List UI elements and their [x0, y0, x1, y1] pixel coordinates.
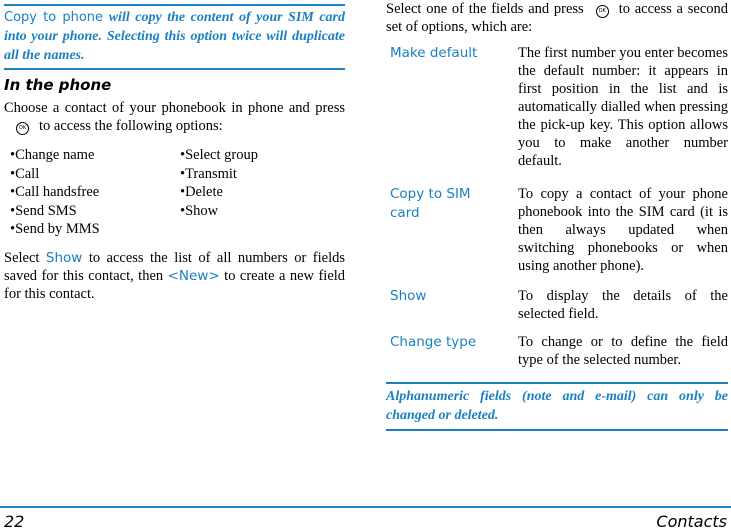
section-heading: In the phone [4, 76, 112, 94]
options-right [180, 146, 258, 220]
option-call-handsfree: • Call handsfree [10, 183, 100, 202]
new-keyword: <New> [167, 268, 220, 284]
term-change-type: Change type [390, 334, 477, 350]
select-instructions: Select Show to access the list of all numbers or fields saved for this contact, then <New> to create a new field for this contact. [4, 250, 346, 302]
page-number: 22 [4, 512, 25, 531]
option-send-sms: • Send SMS [10, 202, 100, 221]
tip-box [4, 4, 345, 70]
phone-intro: Choose a contact of your phonebook in phone and pressOK to access the following options: [4, 100, 345, 134]
option-send-mms: • Send by MMS [10, 220, 100, 239]
footer-divider [0, 506, 731, 508]
option-transmit: • Transmit [180, 165, 258, 184]
desc-show: To display the details of the selected field. [518, 288, 728, 322]
option-call: • Call [10, 165, 100, 184]
fields-intro: Select one of the fields and press OK to access a second set of options, which are: [386, 1, 729, 35]
option-select-group: • Select group [180, 146, 258, 165]
desc-change-type: To change or to define the field type of the selected number. [518, 334, 728, 368]
tip-body: will copy the content of your SIM card into your phone. Selecting this option twice will duplicate all the names. [4, 10, 346, 63]
show-keyword: Show [45, 250, 83, 266]
option-show: • Show [180, 202, 258, 221]
note-text: Alphanumeric fields (note and e-mail) can only be changed or deleted. [386, 389, 728, 423]
tip-lead: Copy to phone [4, 10, 104, 25]
ok-key-icon: OK [16, 122, 29, 135]
term-show: Show [390, 288, 427, 304]
option-change-name: • Change name [10, 146, 100, 165]
ok-key-icon: OK [596, 5, 609, 18]
options-list [10, 146, 345, 236]
desc-make-default: The first number you enter becomes the default number: it appears in first position in the list and is automatically dialled when pressing the pick-up key. This option allows you to make another number default. [518, 45, 728, 169]
term-make-default: Make default [390, 45, 478, 61]
term-copy-to-sim: Copy to SIM card [390, 186, 471, 221]
footer-section-title: Contacts [656, 512, 727, 531]
options-left [10, 146, 100, 239]
note-box [386, 382, 728, 431]
desc-copy-to-sim: To copy a contact of your phone phonebook into the SIM card (it is then always updated when switching phonebooks or when using another phone). [518, 186, 728, 274]
option-delete: • Delete [180, 183, 258, 202]
